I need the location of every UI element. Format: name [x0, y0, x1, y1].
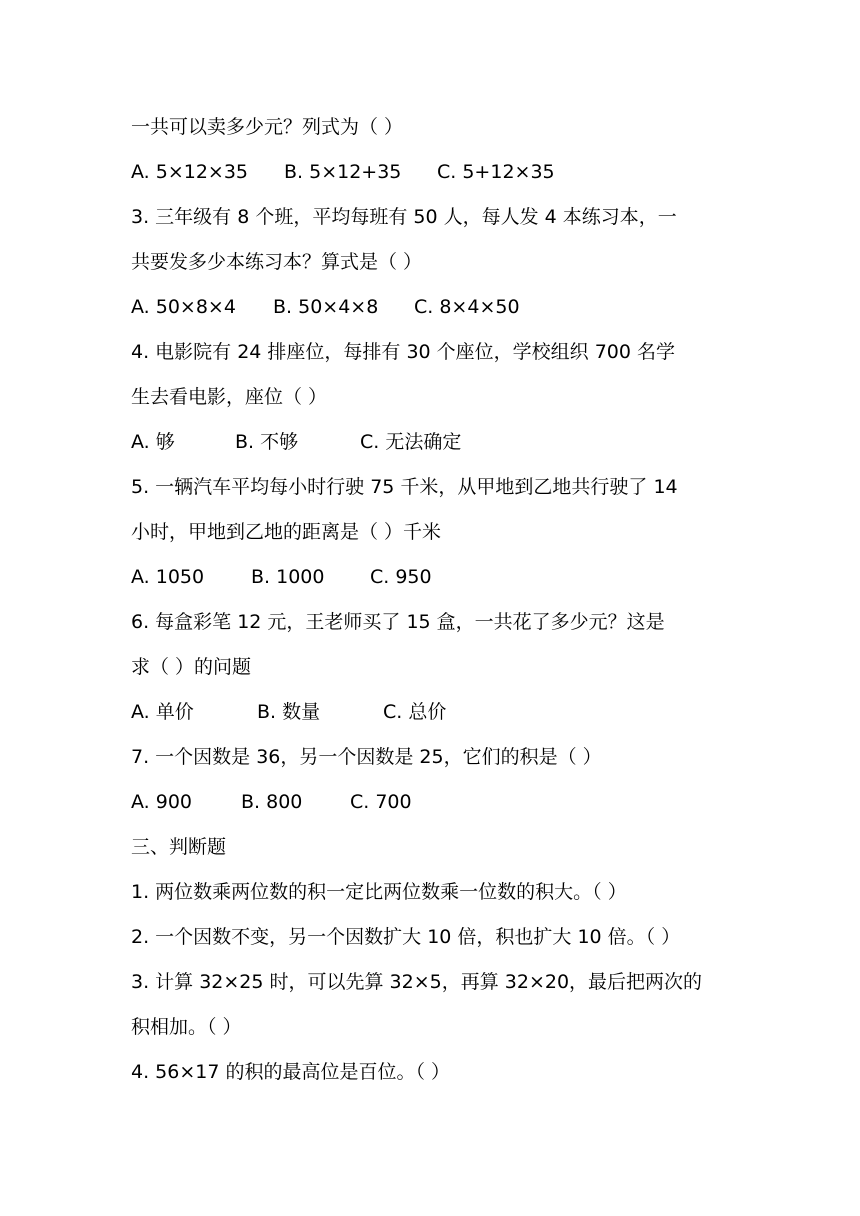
option-c: C. 700	[350, 791, 412, 813]
judgment-2: 2. 一个因数不变，另一个因数扩大 10 倍，积也扩大 10 倍。（ ）	[131, 926, 681, 948]
option-b: B. 5×12+35	[284, 161, 402, 183]
option-a: A. 1050	[131, 566, 205, 588]
question-6-line-2: 求（ ）的问题	[131, 656, 252, 678]
option-c: C. 950	[370, 566, 432, 588]
option-c: C. 总价	[383, 701, 447, 723]
option-a: A. 900	[131, 791, 193, 813]
option-a: A. 50×8×4	[131, 296, 236, 318]
question-5-line-2: 小时，甲地到乙地的距离是（ ）千米	[131, 521, 442, 543]
option-b: B. 数量	[257, 701, 321, 723]
option-b: B. 不够	[235, 431, 299, 453]
option-c: C. 5+12×35	[437, 161, 555, 183]
question-6-line-1: 6. 每盒彩笔 12 元，王老师买了 15 盒，一共花了多少元？这是	[131, 611, 665, 633]
question-3-line-1: 3. 三年级有 8 个班，平均每班有 50 人，每人发 4 本练习本，一	[131, 206, 677, 228]
option-b: B. 50×4×8	[273, 296, 379, 318]
option-a: A. 5×12×35	[131, 161, 249, 183]
question-3-line-2: 共要发多少本练习本？算式是（ ）	[131, 251, 423, 273]
option-c: C. 8×4×50	[414, 296, 520, 318]
question-4-options	[131, 428, 491, 456]
judgment-3-line-1: 3. 计算 32×25 时，可以先算 32×5，再算 32×20，最后把两次的	[131, 971, 703, 993]
judgment-3-line-2: 积相加。（ ）	[131, 1016, 242, 1038]
question-2-options	[131, 158, 555, 186]
question-5-line-1: 5. 一辆汽车平均每小时行驶 75 千米，从甲地到乙地共行驶了 14	[131, 476, 678, 498]
question-7: 7. 一个因数是 36，另一个因数是 25，它们的积是（ ）	[131, 746, 602, 768]
judgment-1: 1. 两位数乘两位数的积一定比两位数乘一位数的积大。（ ）	[131, 881, 627, 903]
option-a: A. 够	[131, 431, 175, 453]
question-6-options	[131, 698, 471, 726]
judgment-4: 4. 56×17 的积的最高位是百位。（ ）	[131, 1061, 451, 1083]
question-3-options	[131, 293, 531, 321]
question-7-options	[131, 788, 431, 816]
question-4-line-2: 生去看电影，座位（ ）	[131, 386, 328, 408]
option-c: C. 无法确定	[360, 431, 462, 453]
section-heading-true-false: 三、判断题	[131, 836, 227, 858]
option-b: B. 800	[241, 791, 303, 813]
option-b: B. 1000	[251, 566, 325, 588]
question-5-options	[131, 563, 451, 591]
question-2-continuation: 一共可以卖多少元？列式为（ ）	[131, 116, 404, 138]
option-a: A. 单价	[131, 701, 194, 723]
question-4-line-1: 4. 电影院有 24 排座位，每排有 30 个座位，学校组织 700 名学	[131, 341, 676, 363]
